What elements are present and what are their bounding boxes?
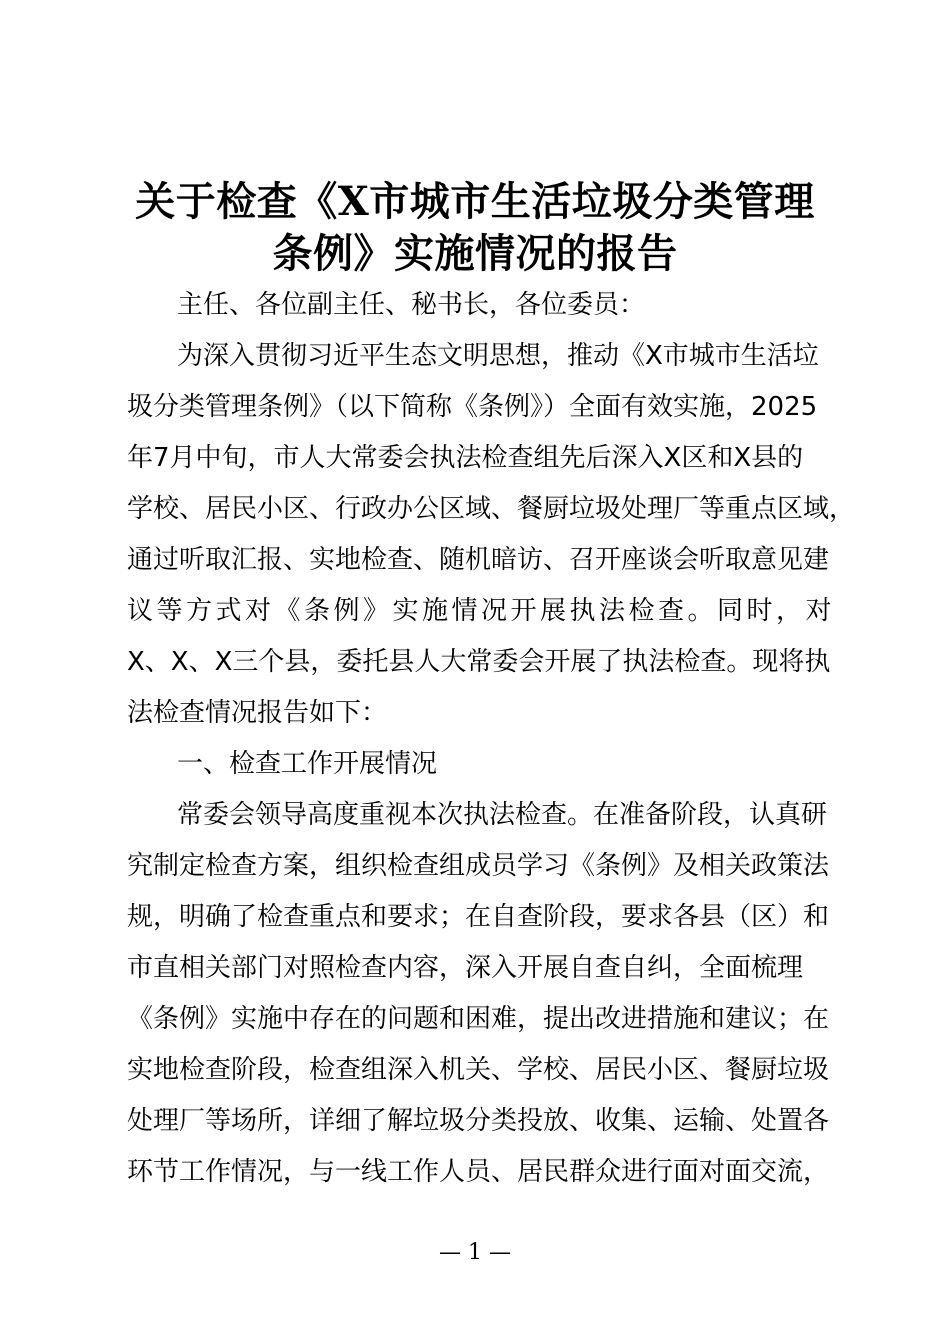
salutation-line: 主任、各位副主任、秘书长，各位委员： [177, 290, 646, 320]
paragraph-2-line-3: 规，明确了检查重点和要求；在自查阶段，要求各县（区）和 [127, 902, 830, 932]
paragraph-1-line-2: 圾分类管理条例》（以下简称《条例》）全面有效实施，2025 [127, 392, 818, 422]
document-title [75, 176, 875, 280]
paragraph-2-line-7: 处理厂等场所，详细了解垃圾分类投放、收集、运输、处置各 [127, 1106, 830, 1136]
paragraph-1-line-1: 为深入贯彻习近平生态文明思想，推动《X市城市生活垃 [177, 341, 819, 371]
paragraph-1-line-5: 通过听取汇报、实地检查、随机暗访、召开座谈会听取意见建 [127, 545, 830, 575]
paragraph-1-line-8: 法检查情况报告如下： [127, 698, 388, 728]
paragraph-2-line-8: 环节工作情况，与一线工作人员、居民群众进行面对面交流， [127, 1157, 830, 1187]
title-line-2: 条例》实施情况的报告 [272, 230, 678, 277]
paragraph-1-line-6: 议等方式对《条例》实施情况开展执法检查。同时，对 [127, 596, 836, 626]
paragraph-2-line-4: 市直相关部门对照检查内容，深入开展自查自纠，全面梳理 [127, 953, 804, 983]
paragraph-1-line-3: 年7月中旬，市人大常委会执法检查组先后深入X区和X县的 [127, 443, 804, 473]
paragraph-2-line-2: 究制定检查方案，组织检查组成员学习《条例》及相关政策法 [127, 851, 830, 881]
paragraph-2-line-6: 实地检查阶段，检查组深入机关、学校、居民小区、餐厨垃圾 [127, 1055, 830, 1085]
title-line-1: 关于检查《X市城市生活垃圾分类管理 [135, 178, 815, 225]
page-number: — 1 — [439, 1240, 511, 1265]
paragraph-2-line-1: 常委会领导高度重视本次执法检查。在准备阶段，认真研 [177, 800, 828, 830]
paragraph-1-line-7: X、X、X三个县，委托县人大常委会开展了执法检查。现将执 [127, 647, 831, 677]
paragraph-2-line-5: 《条例》实施中存在的问题和困难，提出改进措施和建议；在 [127, 1004, 830, 1034]
section-heading-1: 一、检查工作开展情况 [177, 749, 438, 779]
paragraph-1-line-4: 学校、居民小区、行政办公区域、餐厨垃圾处理厂等重点区域， [127, 494, 856, 524]
